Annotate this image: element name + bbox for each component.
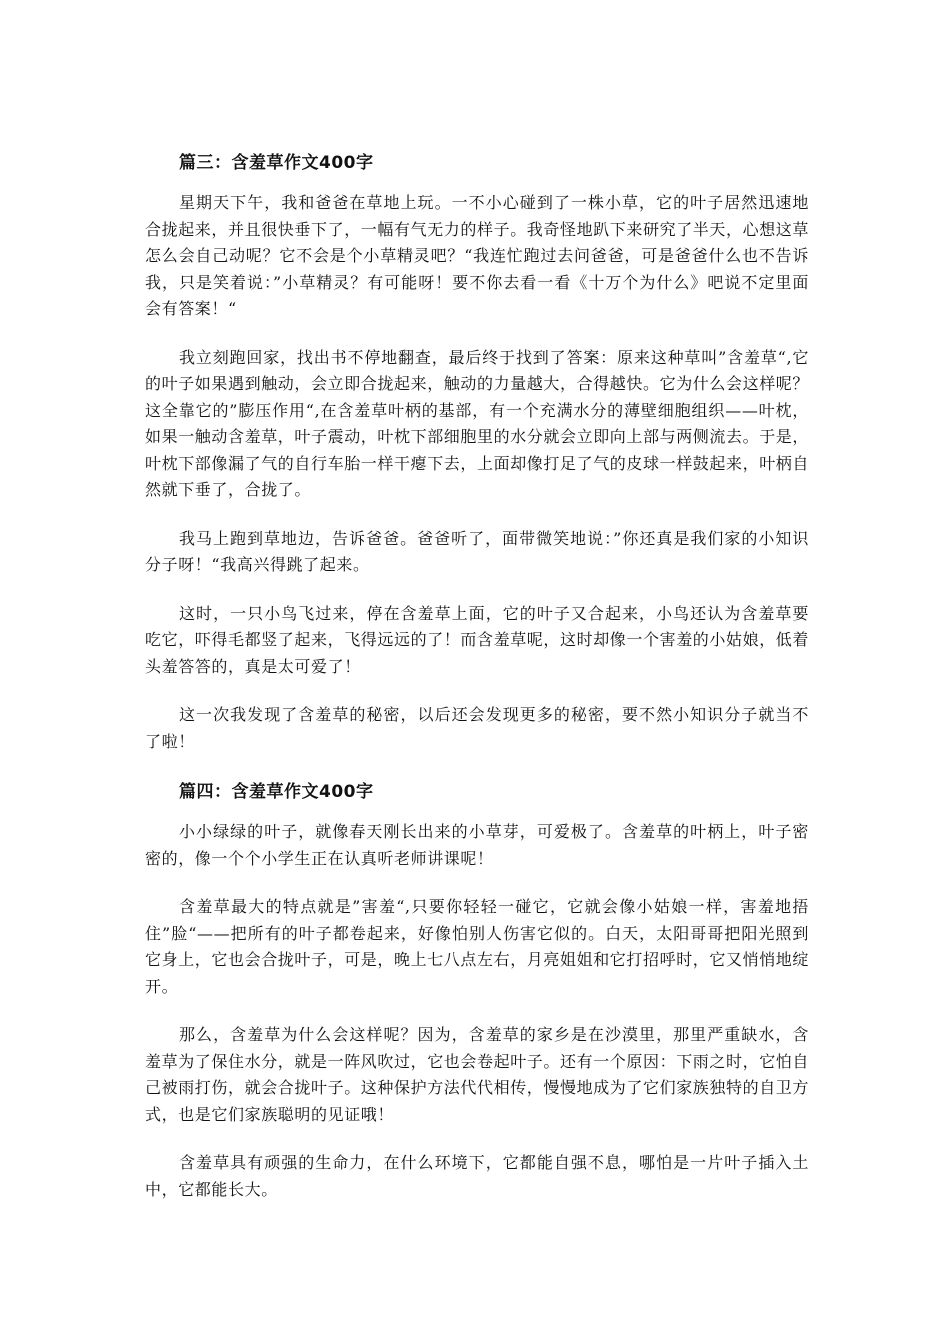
paragraph: 这一次我发现了含羞草的秘密，以后还会发现更多的秘密，要不然小知识分子就当不了啦！ (145, 705, 809, 751)
section-title: 篇四：含羞草作文400字 (179, 782, 374, 802)
section-3 (145, 148, 809, 755)
paragraph: 那么，含羞草为什么会这样呢？因为，含羞草的家乡是在沙漠里，那里严重缺水，含羞草为了保住水分，就是一阵风吹过，它也会卷起叶子。还有一个原因：下雨之时，它怕自己被雨打伤，就会合拢叶子。这种保护方法代代相传，慢慢地成为了它们家族独特的自卫方式，也是它们家族聪明的见证哦！ (145, 1025, 810, 1124)
paragraph: 这时，一只小鸟飞过来，停在含羞草上面，它的叶子又合起来，小鸟还认为含羞草要吃它，吓得毛都竖了起来，飞得远远的了！而含羞草呢，这时却像一个害羞的小姑娘，低着头羞答答的，真是太可爱了！ (145, 603, 810, 676)
document-body (145, 138, 809, 1225)
paragraph: 含羞草具有顽强的生命力，在什么环境下，它都能自强不息，哪怕是一片叶子插入土中，它都能长大。 (145, 1153, 809, 1199)
paragraph: 我马上跑到草地边，告诉爸爸。爸爸听了，面带微笑地说：”你还真是我们家的小知识分子呀！“我高兴得跳了起来。 (145, 528, 809, 574)
paragraph: 含羞草最大的特点就是”害羞“,只要你轻轻一碰它，它就会像小姑娘一样，害羞地捂住”脸“——把所有的叶子都卷起来，好像怕别人伤害它似的。白天，太阳哥哥把阳光照到它身上，它也会合拢叶子，可是，晚上七八点左右，月亮姐姐和它打招呼时，它又悄悄地绽开。 (145, 897, 810, 996)
paragraph: 我立刻跑回家，找出书不停地翻查，最后终于找到了答案：原来这种草叫”含羞草“,它的叶子如果遇到触动，会立即合拢起来，触动的力量越大，合得越快。它为什么会这样呢？这全靠它的”膨压作用“,在含羞草叶柄的基部，有一个充满水分的薄壁细胞组织——叶枕，如果一触动含羞草，叶子震动，叶枕下部细胞里的水分就会立即向上部与两侧流去。于是，叶枕下部像漏了气的自行车胎一样干瘪下去，上面却像打足了气的皮球一样鼓起来，叶柄自然就下垂了，合拢了。 (145, 347, 810, 499)
paragraph: 小小绿绿的叶子，就像春天刚长出来的小草芽，可爱极了。含羞草的叶柄上，叶子密密的，像一个个小学生正在认真听老师讲课呢！ (145, 822, 809, 868)
section-title: 篇三：含羞草作文400字 (179, 153, 374, 173)
section-4 (145, 777, 809, 1203)
paragraph: 星期天下午，我和爸爸在草地上玩。一不小心碰到了一株小草，它的叶子居然迅速地合拢起来，并且很快垂下了，一幅有气无力的样子。我奇怪地趴下来研究了半天，心想这草怎么会自己动呢？它不会是个小草精灵吧？“我连忙跑过去问爸爸，可是爸爸什么也不告诉我，只是笑着说：”小草精灵？有可能呀！要不你去看一看《十万个为什么》吧说不定里面会有答案！“ (145, 193, 810, 318)
